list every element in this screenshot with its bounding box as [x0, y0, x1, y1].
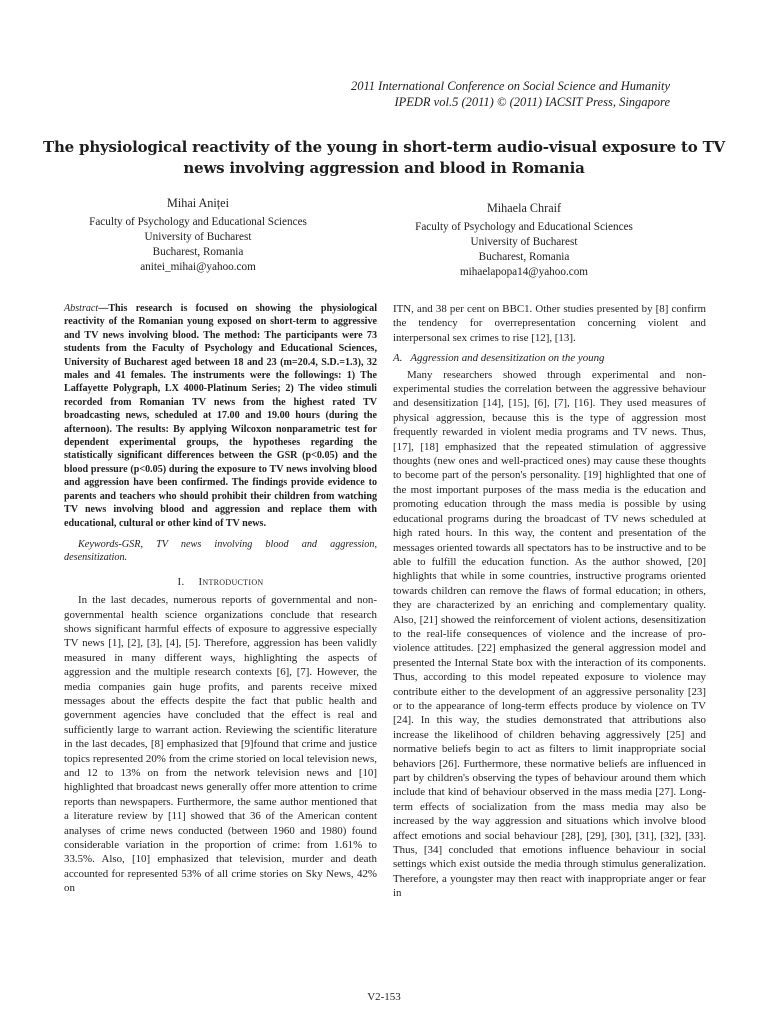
abstract-text: —This research is focused on showing the physiological reactivity of the Romanian young exposed on short-term to aggressive and TV news involving blood. The method: The participants were 73 students from the Faculty of Psychology and Educational Sciences, University of Bucharest aged between 18 and 23 (m=20.4, S.D.=1.3), 32 males and 41 females. The instruments were the followings: 1) The Laffayette Polygraph, LX 4000-Platinum Series; 2) The video stimuli recorded from Romanian TV news from the highest rated TV broadcasting news, scheduled at 17.00 and 19.00 hours (during the afternoon). The results: By applying Wilcoxon nonparametric test for dependent experimental groups, the hypotheses regarding the statistically significant differences between the GSR (p<0.05) and the blood pressure (p<0.05) during the exposure to TV news involving blood and aggression have been confirmed. The findings provide evidence to parents and teachers who should prohibit their children from watching TV news involving blood and aggression and replace them with educational, cultural or other kind of TV news. — [64, 303, 377, 529]
page-number: V2-153 — [367, 991, 401, 1003]
subsection-title: Aggression and desensitization on the young — [410, 352, 605, 365]
author-block-1 — [48, 196, 348, 275]
abstract-lead: Abstract — [64, 303, 99, 314]
section-heading — [64, 575, 377, 589]
author-email: anitei_mihai@yahoo.com — [140, 261, 256, 273]
author-university: University of Bucharest — [470, 236, 578, 248]
author-location: Bucharest, Romania — [478, 251, 570, 263]
author-email: mihaelapopa14@yahoo.com — [459, 266, 589, 278]
author-university: University of Bucharest — [144, 231, 252, 243]
subsection-letter: A. — [393, 352, 403, 365]
subsection-paragraph: Many researchers showed through experimental and non-experimental studies the correlation between the aggressive behaviour and desensitization [14], [15], [6], [7], [16]. They used measures of physical aggression, because this is the type of aggression most frequently rewarded in violent media programs and TV news. Thus, [17], [18] emphasized that the repeated stimulation of aggressive thoughts (new ones and well-practiced ones) may cause these thoughts to become part of the person's personality. [19] highlighted that one of the most important purposes of the mass media is the education and promoting education through the mass media is possible by using educational programs during the broadcast of TV news scheduled at high rated hours. In this way, the content and presentation of the messages oriented towards all spectators has to be instructive and to be able to fulfill the education function. As the author showed, [20] highlights that while in some countries, instructive programs oriented towards children can remove the flaws of formal education; in others, they are characterized by an enriching and complementary quality. Also, [21] showed the reinforcement of violent actions, desensitization to the real-life consequences of violence and the increase of pro-violence attitudes. [22] emphasized the general aggression model and presented the Internal State box with the interaction of its components. Thus, according to this model repeated exposure to violence may contribute either to the development of an aggressive personality [23] or to the appearance of long-term effects produce by violence on TV [24]. In this way, the studies demonstrated that attributions also increase the likelihood of children behaving aggressively [25] and normative beliefs begin to act as filters to limit inappropriate social behaviors [26]. Furthermore, these normative beliefs are influenced in part by children's observing the types of behaviour around them which include that kind of behaviour observed in the mass media [27]. Long-term effects of socialization from the mass media may also be increased by the way aggression and situations which involve blood affect emotions and social behaviour [28], [29], [30], [31], [32], [33]. Thus, [34] concluded that emotions influence behaviour in social settings which exist outside the media through stimulus generalization. Therefore, a youngster may then react with inappropriate anger or fear in — [393, 368, 706, 900]
left-column — [64, 302, 377, 896]
section-number: I. — [177, 575, 185, 588]
right-column — [393, 302, 706, 901]
paper-title: The physiological reactivity of the young in short-term audio-visual exposure to TV news involving aggression and blood in Romania — [43, 138, 725, 177]
abstract — [64, 302, 377, 530]
subsection-heading — [393, 351, 706, 365]
continuation-paragraph: ITN, and 38 per cent on BBC1. Other studies presented by [8] confirm the tendency for overrepresentation concerning violent and interpersonal sex crimes to rise [12], [13]. — [393, 303, 706, 344]
author-name: Mihai Aniței — [167, 196, 229, 210]
keywords: Keywords-GSR, TV news involving blood and aggression, desensitization. — [64, 538, 377, 564]
author-location: Bucharest, Romania — [152, 246, 244, 258]
section-title: Introduction — [198, 575, 264, 588]
author-affiliation: Faculty of Psychology and Educational Sciences — [415, 221, 633, 233]
intro-paragraph: In the last decades, numerous reports of governmental and non-governmental health science organizations conclude that research shows significant harmful effects of exposure to aggressive especially TV news [1], [2], [3], [4], [5]. Therefore, aggression has been validly measured in many different ways, highlighting the aspects of aggression and the multiple research contexts [6], [7]. However, the media companies gain huge profits, and parents receive mixed messages about the effects despite the fact that public health and government agencies have concluded that the effect is real and sufficiently large to warrant action. Reviewing the scientific literature in the last decades, [8] emphasized that [9]found that crime and justice topics represented 20% from the crime storied on local television news, and 12 to 13% on from the network television news and [10] highlighted that broadcast news generally offer more attention to crime reports than newspapers. Furthermore, the same author mentioned that a literature review by [11] showed that 36 of the American content analyses of crime news conducted (between 1960 and 1980) found considerable variation in the proportion of crime: from 1.61% to 33.5%. Also, [10] emphasized that television, murder and death accounted for represented 53% of all crime stories on Sky News, 42% on — [64, 594, 377, 895]
author-name: Mihaela Chraif — [486, 201, 562, 215]
conference-header — [351, 78, 670, 110]
author-affiliation: Faculty of Psychology and Educational Sciences — [89, 216, 307, 228]
author-block-2 — [374, 201, 674, 280]
conference-name: 2011 International Conference on Social Science and Humanity — [350, 79, 670, 93]
proceedings-info: IPEDR vol.5 (2011) © (2011) IACSIT Press, Singapore — [394, 95, 670, 109]
